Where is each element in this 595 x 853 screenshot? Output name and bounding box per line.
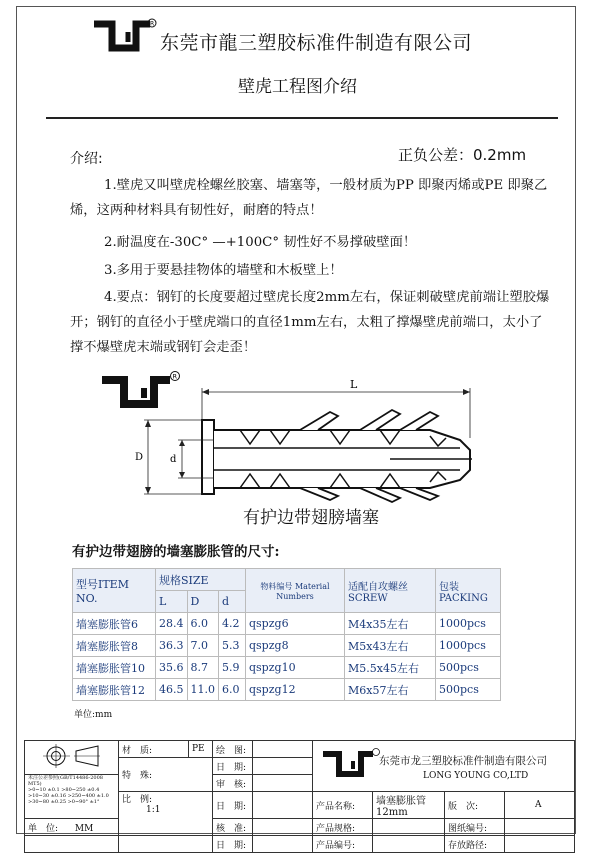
cell-d: 6.0 [219,679,246,701]
storage-label: 存放路径: [445,836,505,853]
product-name-value: 墙塞膨胀管12mm [373,792,445,819]
review-value [253,775,313,792]
unit-spacer [25,836,119,853]
cell-d: 5.9 [219,657,246,679]
cell-packing: 500pcs [436,679,501,701]
cell-material: qspzg10 [246,657,345,679]
special-label: 特 殊: [119,758,213,792]
scale-label: 比 例: [122,795,153,805]
cell-packing: 1000pcs [436,635,501,657]
company-name: 东莞市龍三塑胶标准件制造有限公司 [160,32,473,54]
review-label: 审 核: [213,775,253,792]
product-no-label: 产品编号: [313,836,373,853]
dim-L-label: L [350,378,358,391]
tolerance-note: 正负公差：0.2mm [398,146,527,164]
table-row [73,679,501,701]
col-header-size: 规格SIZE [156,569,246,591]
version-label: 版 次: [445,792,505,819]
storage-value [505,836,575,853]
col-header-d: d [219,591,246,613]
date-label-1: 日 期: [213,758,253,775]
table-row [73,635,501,657]
wall-plug-drawing [130,378,480,503]
title-block-company: 东莞市龙三塑胶标准件制造有限公司 [379,755,547,767]
intro-paragraph-2: 2.耐温度在-30C° —+100C° 韧性好不易撑破壁面！ [104,235,417,250]
cell-material: qspzg12 [246,679,345,701]
cell-screw: M6x57左右 [345,679,436,701]
approve-label: 核 准: [213,819,253,836]
cell-d: 4.2 [219,613,246,635]
approve-value [253,819,313,836]
company-logo [92,18,158,54]
intro-paragraph-3: 3.多用于要悬挂物体的墙壁和木板壁上！ [104,263,343,278]
cell-screw: M5x43左右 [345,635,436,657]
cell-L: 36.3 [156,635,188,657]
scale-spacer [119,836,213,853]
drawing-no-label: 图纸编号: [445,819,505,836]
intro-label: 介绍: [70,151,103,167]
col-header-material: 物料编号 Material Numbers [246,569,345,613]
col-header-packing: 包装 PACKING [436,569,501,613]
unit-cell [25,819,119,836]
material-value: PE [189,741,213,758]
date-label-2: 日 期: [213,792,253,819]
title-block-company-en: LONG YOUNG CO,LTD [423,771,529,781]
title-block [24,740,575,853]
table-row [73,613,501,635]
product-no-value [373,836,445,853]
cell-material: qspzg6 [246,613,345,635]
tolerance-notes [25,775,119,819]
cell-model: 墙塞膨胀管6 [73,613,156,635]
cell-d: 5.3 [219,635,246,657]
document-title: 壁虎工程图介绍 [238,77,357,97]
date-value-1 [253,758,313,775]
title-block-logo [321,747,381,779]
table-row [73,657,501,679]
intro-paragraph-4: 4.要点：钢钉的长度要超过壁虎长度2mm左右，保证刺破壁虎前端让塑胶爆开；钢钉的直径小于壁虎端口的直径1mm左右，太粗了撑爆壁虎前端口，太小了撑不爆壁虎末端或钢钉会走歪！ [70,290,550,355]
header-divider [46,117,558,119]
cell-model: 墙塞膨胀管12 [73,679,156,701]
svg-text:R: R [172,372,178,381]
draw-value [253,741,313,758]
product-name-label: 产品名称: [313,792,373,819]
dim-D-label: D [135,452,144,463]
cell-D: 8.7 [187,657,219,679]
tolerance-note-1: 未注公差参照(GB/T14486-2008 MT5) [28,775,103,787]
cell-model: 墙塞膨胀管10 [73,657,156,679]
date-value-3 [253,836,313,853]
projection-symbol-icon [42,742,102,770]
col-header-L: L [156,591,188,613]
col-header-screw: 适配自攻螺丝 SCREW [345,569,436,613]
draw-label: 绘 图: [213,741,253,758]
cell-packing: 500pcs [436,657,501,679]
spec-table [72,568,501,701]
version-value: A [505,792,575,819]
cell-D: 7.0 [187,635,219,657]
spec-value [373,819,445,836]
col-header-model: 型号ITEM NO. [73,569,156,613]
projection-symbol-cell [25,741,119,775]
tolerance-note-4: >30~80 ±0.25 >0~90° ±1° [28,799,100,805]
spec-label: 产品规格: [313,819,373,836]
svg-text:R: R [150,20,155,28]
col-header-D: D [187,591,219,613]
table-unit: 单位:mm [74,710,113,720]
unit-value: MM [74,823,94,834]
cell-L: 35.6 [156,657,188,679]
drawing-caption: 有护边带翅膀墙塞 [243,508,379,528]
company-block [313,741,575,792]
date-value-2 [253,792,313,819]
material-label: 材 质: [119,741,189,758]
unit-label: 单 位: [28,823,59,834]
cell-screw: M5.5x45左右 [345,657,436,679]
table-title: 有护边带翅膀的墙塞膨胀管的尺寸: [72,544,280,560]
cell-D: 6.0 [187,613,219,635]
drawing-no-value [505,819,575,836]
cell-D: 11.0 [187,679,219,701]
cell-packing: 1000pcs [436,613,501,635]
cell-screw: M4x35左右 [345,613,436,635]
tolerance-note-2: >0~10 ±0.1 >80~250 ±0.4 [28,787,100,793]
cell-model: 墙塞膨胀管8 [73,635,156,657]
cell-material: qspzg8 [246,635,345,657]
scale-cell [119,792,213,836]
cell-L: 46.5 [156,679,188,701]
cell-L: 28.4 [156,613,188,635]
tolerance-note-3: >10~30 ±0.16 >250~400 ±1.0 [28,793,109,799]
date-label-3: 日 期: [213,836,253,853]
scale-value: 1:1 [146,805,161,815]
dim-d-label: d [170,454,177,465]
intro-paragraph-1: 1.壁虎又叫壁虎栓螺丝胶塞、墙塞等，一般材质为PP 即聚丙烯或PE 即聚乙烯，这两种材料具有韧性好，耐磨的特点！ [70,178,548,218]
